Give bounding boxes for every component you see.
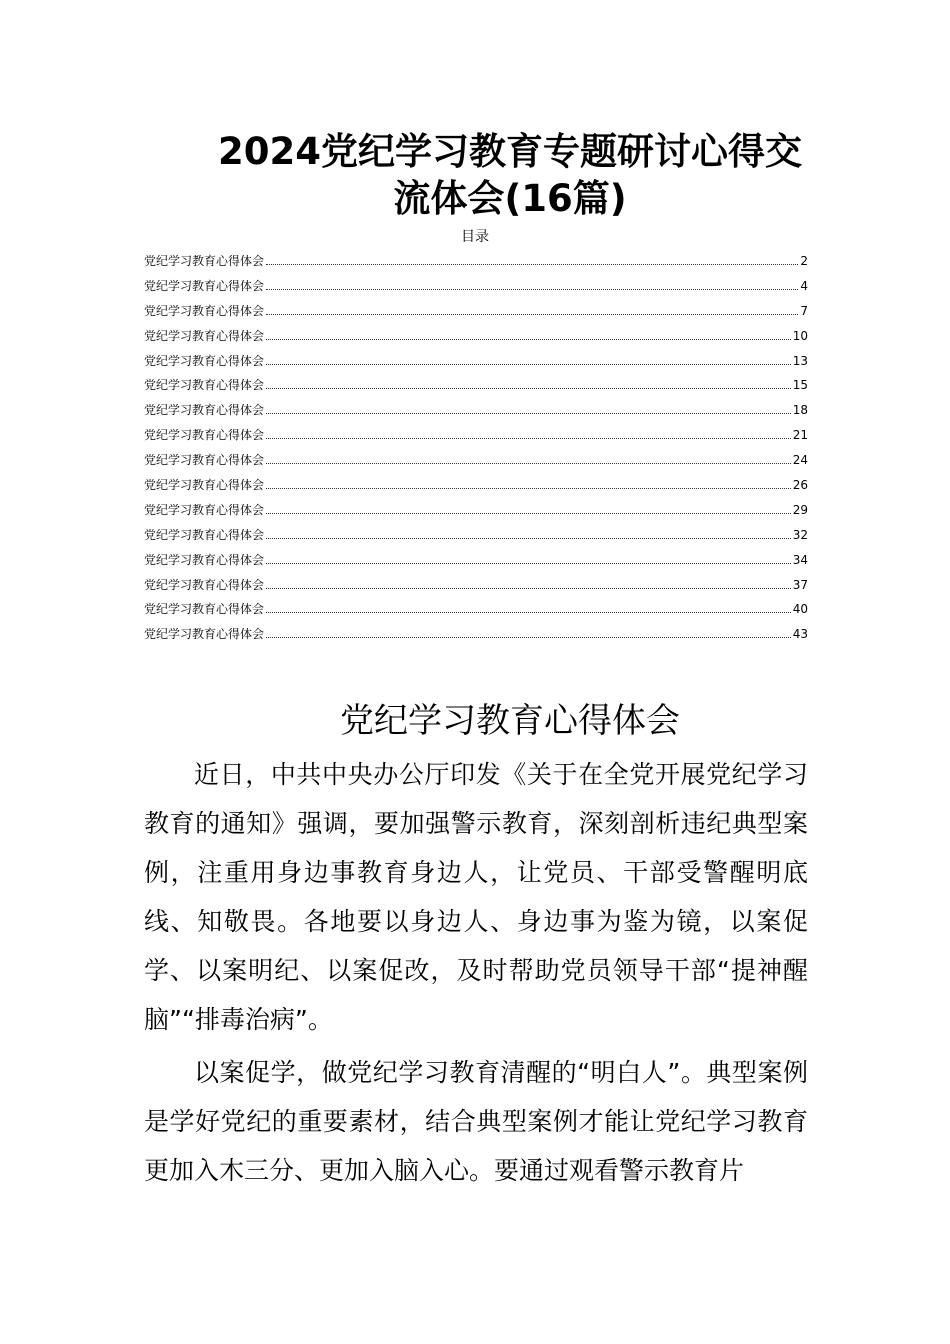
toc-entry-page: 24 (792, 453, 808, 468)
toc-entry-label: 党纪学习教育心得体会 (144, 378, 265, 393)
toc-entry[interactable] (144, 302, 808, 327)
document-title-line-2: 流体会(16篇) (393, 177, 627, 220)
toc-leader-dots (266, 611, 791, 613)
toc-entry-label: 党纪学习教育心得体会 (144, 278, 265, 293)
toc-entry-page: 15 (792, 378, 808, 393)
table-of-contents (144, 252, 808, 650)
toc-entry[interactable] (144, 451, 808, 476)
toc-entry[interactable] (144, 401, 808, 426)
toc-entry[interactable] (144, 352, 808, 377)
toc-leader-dots (266, 313, 798, 315)
toc-leader-dots (266, 437, 791, 439)
toc-entry-label: 党纪学习教育心得体会 (144, 627, 265, 642)
toc-entry-page: 32 (792, 527, 808, 542)
toc-entry-page: 26 (792, 478, 808, 493)
toc-entry-page: 2 (800, 254, 808, 268)
toc-leader-dots (266, 587, 791, 589)
toc-leader-dots (266, 288, 798, 290)
toc-entry-page: 18 (792, 403, 808, 418)
toc-entry-page: 43 (792, 627, 808, 642)
toc-entry[interactable] (144, 426, 808, 451)
paragraph: 以案促学，做党纪学习教育清醒的“明白人”。典型案例是学好党纪的重要素材，结合典型案例才能让党纪学习教育更加入木三分、更加入脑入心。要通过观看警示教育片 (144, 1058, 808, 1185)
toc-heading: 目录 (461, 229, 489, 245)
toc-entry-label: 党纪学习教育心得体会 (144, 552, 265, 567)
toc-leader-dots (266, 263, 798, 265)
toc-entry[interactable] (144, 252, 808, 277)
toc-entry-page: 10 (792, 328, 808, 343)
toc-leader-dots (266, 537, 791, 539)
toc-entry-label: 党纪学习教育心得体会 (144, 453, 265, 468)
toc-entry[interactable] (144, 576, 808, 601)
toc-entry-page: 4 (800, 278, 808, 293)
toc-entry[interactable] (144, 476, 808, 501)
toc-leader-dots (266, 363, 791, 365)
toc-entry[interactable] (144, 327, 808, 352)
toc-leader-dots (266, 487, 791, 489)
toc-entry[interactable] (144, 600, 808, 625)
toc-entry-label: 党纪学习教育心得体会 (144, 353, 265, 368)
toc-entry[interactable] (144, 551, 808, 576)
paragraph: 近日，中共中央办公厅印发《关于在全党开展党纪学习教育的通知》强调，要加强警示教育，深刻剖析违纪典型案例，注重用身边事教育身边人，让党员、干部受警醒明底线、知敬畏。各地要以身边人、身边事为鉴为镜，以案促学、以案明纪、以案促改，及时帮助党员领导干部“提神醒脑”“排毒治病”。 (144, 760, 808, 1034)
toc-leader-dots (266, 412, 791, 414)
toc-entry-label: 党纪学习教育心得体会 (144, 502, 265, 517)
toc-entry-page: 37 (792, 577, 808, 592)
toc-leader-dots (266, 636, 791, 638)
toc-leader-dots (266, 512, 791, 514)
toc-entry-label: 党纪学习教育心得体会 (144, 254, 265, 268)
toc-leader-dots (266, 338, 791, 340)
toc-entry-label: 党纪学习教育心得体会 (144, 303, 265, 318)
body-text (144, 750, 808, 1199)
toc-entry[interactable] (144, 625, 808, 650)
toc-entry-label: 党纪学习教育心得体会 (144, 527, 265, 542)
toc-entry[interactable] (144, 526, 808, 551)
toc-entry-page: 29 (792, 502, 808, 517)
toc-entry-label: 党纪学习教育心得体会 (144, 577, 265, 592)
toc-entry-label: 党纪学习教育心得体会 (144, 602, 265, 617)
toc-leader-dots (266, 562, 791, 564)
toc-entry[interactable] (144, 277, 808, 302)
toc-entry-label: 党纪学习教育心得体会 (144, 403, 265, 418)
toc-leader-dots (266, 462, 791, 464)
toc-entry-label: 党纪学习教育心得体会 (144, 328, 265, 343)
toc-leader-dots (266, 387, 791, 389)
toc-entry-page: 7 (800, 303, 808, 318)
toc-entry-page: 34 (792, 552, 808, 567)
toc-entry[interactable] (144, 501, 808, 526)
toc-entry-label: 党纪学习教育心得体会 (144, 478, 265, 493)
document-title-line-1: 2024党纪学习教育专题研讨心得交 (218, 130, 802, 173)
section-title: 党纪学习教育心得体会 (340, 701, 680, 741)
toc-entry-label: 党纪学习教育心得体会 (144, 428, 265, 443)
toc-entry-page: 40 (792, 602, 808, 617)
toc-entry-page: 21 (792, 428, 808, 443)
toc-entry-page: 13 (792, 353, 808, 368)
toc-entry[interactable] (144, 376, 808, 401)
document-title (190, 128, 830, 222)
